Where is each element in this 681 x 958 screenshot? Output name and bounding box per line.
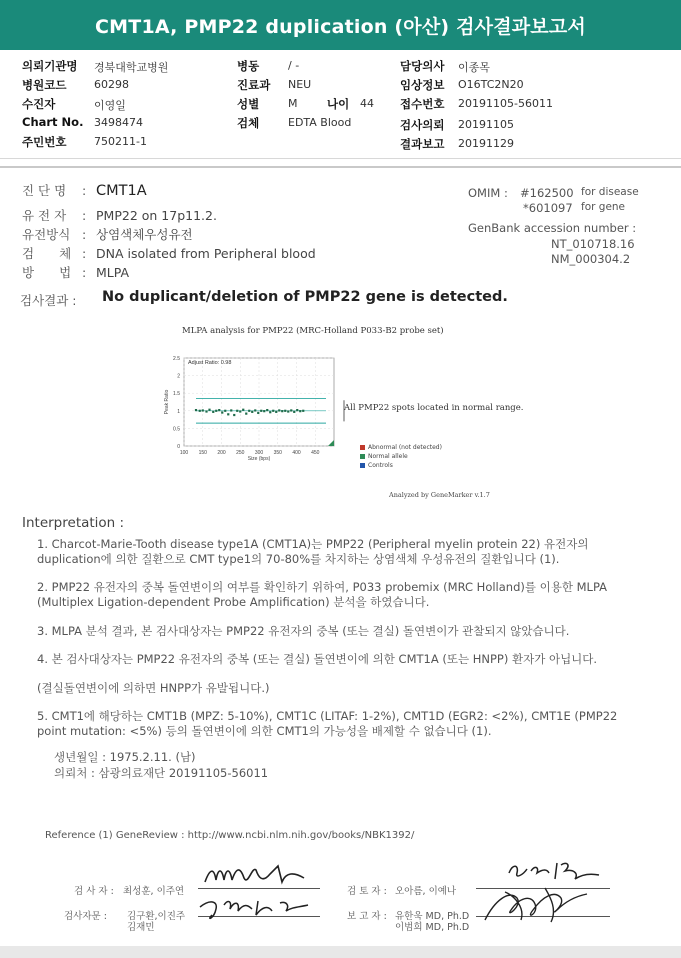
info-value: O16TC2N20: [458, 78, 524, 91]
gene-row: 유 전 자 : PMP22 on 17p11.2.: [22, 208, 217, 223]
figure-note: All PMP22 spots located in normal range.: [344, 403, 524, 413]
specimen-label: 검 체: [22, 246, 72, 261]
omim-disease-note: for disease: [581, 186, 639, 198]
info-value: EDTA Blood: [288, 116, 352, 129]
advisor-names-2: 김재민: [127, 922, 155, 933]
interpretation-p2: 2. PMP22 유전자의 중복 돌연변이의 여부를 확인하기 위하여, P033 probemix (MRC Holland)를 이용한 MLPA (Multiplex Ligation-dependent Probe Amplification) 분석을 하였습니다.: [37, 580, 608, 609]
legend-label: Abnormal (not detected): [368, 444, 442, 451]
info-label: Chart No.: [22, 115, 84, 129]
info-label: 임상정보: [400, 78, 445, 92]
data-point: [202, 409, 204, 411]
reference: Reference (1) GeneReview : http://www.ncbi.nlm.nih.gov/books/NBK1392/: [45, 830, 415, 841]
genbank-acc-2: NM_000304.2: [551, 252, 631, 266]
y-axis-label: Peak Ratio: [164, 389, 170, 415]
info-value: NEU: [288, 78, 312, 91]
y-tick-label: 1: [177, 408, 180, 415]
advisor-names-1: 김구환,이진주: [127, 911, 186, 922]
genbank-label: GenBank accession number :: [468, 221, 637, 235]
omim-disease-id: #162500: [520, 186, 574, 200]
reporter-name-2: 이범희 MD, Ph.D: [395, 922, 470, 933]
info-label: 성별: [237, 97, 260, 111]
data-point: [281, 410, 283, 412]
info-value: 3498474: [94, 116, 143, 129]
data-point: [296, 409, 298, 411]
legend-swatch-green: [360, 454, 365, 459]
x-tick-label: 450: [311, 450, 320, 456]
report-title: CMT1A, PMP22 duplication (아산) 검사결과보고서: [0, 0, 681, 50]
data-point: [269, 411, 271, 413]
data-point: [212, 411, 214, 413]
info-label: 결과보고: [400, 137, 445, 151]
data-point: [266, 409, 268, 411]
y-tick-label: 0: [177, 444, 180, 450]
divider: [0, 166, 681, 168]
x-tick-label: 100: [179, 450, 189, 456]
reviewer-label: 검 토 자 :: [347, 886, 387, 897]
y-tick-label: 2.5: [173, 356, 180, 362]
diagnosis-value: CMT1A: [96, 183, 147, 199]
info-value: 20191105: [458, 118, 514, 131]
data-point: [248, 410, 250, 412]
reporter-name-1: 유한욱 MD, Ph.D: [395, 911, 470, 922]
data-point: [215, 410, 217, 412]
data-point: [263, 410, 265, 412]
requesting-lab: 의뢰처 : 삼광의료재단 20191105-56011: [54, 766, 269, 780]
data-point: [293, 411, 295, 413]
x-tick-label: 150: [198, 450, 207, 456]
interpretation-p1: 1. Charcot-Marie-Tooth disease type1A (CMT1A)는 PMP22 (Peripheral myelin protein 22) 유전자의 duplication에 의한 질환으로 CMT type1의 70-80%를 차지하는 상염색체 우성유전의 질환입니다 (1).: [37, 537, 589, 566]
info-value: 경북대학교병원: [94, 61, 169, 74]
legend-label: Normal allele: [368, 453, 408, 460]
info-label: 병동: [237, 59, 260, 73]
interpretation-p3: 3. MLPA 분석 결과, 본 검사대상자는 PMP22 유전자의 중복 (또는 결실) 돌연변이가 관찰되지 않았습니다.: [37, 624, 570, 638]
divider: [0, 158, 681, 159]
genbank-acc-1: NT_010718.16: [551, 237, 635, 251]
omim-gene-id: *601097: [523, 201, 573, 215]
data-point: [302, 410, 304, 412]
data-point: [257, 412, 259, 414]
inheritance-value: 상염색체우성유전: [96, 227, 193, 242]
data-point: [260, 410, 262, 412]
diagnosis-label: 진 단 명: [22, 183, 67, 198]
info-value: 20191105-56011: [458, 97, 553, 110]
specimen-row: 검 체 : DNA isolated from Peripheral blood: [22, 246, 316, 261]
interpretation-title: Interpretation :: [22, 515, 125, 531]
info-value: 750211-1: [94, 135, 147, 148]
data-point: [221, 411, 223, 413]
data-point: [233, 414, 235, 416]
info-value: M: [288, 97, 298, 110]
method-row: 방 법 : MLPA: [22, 265, 130, 280]
x-tick-label: 400: [292, 450, 301, 456]
x-tick-label: 300: [254, 450, 264, 456]
data-point: [287, 410, 289, 412]
reporter-label: 보 고 자 :: [347, 911, 387, 922]
data-point: [236, 410, 238, 412]
birth-date: 생년월일 : 1975.2.11. (남): [54, 750, 196, 764]
legend-label: Controls: [368, 462, 393, 469]
info-label: 검사의뢰: [400, 118, 445, 132]
tester-signature-icon: [200, 860, 310, 892]
data-point: [218, 409, 220, 411]
x-axis-label: Size (bps): [247, 456, 271, 462]
age-label: 나이: [327, 97, 350, 111]
diagnosis-row: 진 단 명 : CMT1A: [22, 183, 147, 199]
info-value: 이종목: [458, 61, 490, 74]
data-point: [284, 410, 286, 412]
info-value: 이영일: [94, 99, 126, 112]
interpretation-p4-note: (결실돌연변이에 의하면 HNPP가 유발됩니다.): [37, 681, 270, 695]
data-point: [239, 410, 241, 412]
info-label: 검체: [237, 116, 260, 130]
inheritance-label: 유전방식: [22, 227, 71, 242]
data-point: [278, 409, 280, 411]
legend-item: [360, 452, 442, 461]
result-value: No duplicant/deletion of PMP22 gene is detected.: [102, 289, 508, 305]
legend-item: [360, 461, 442, 470]
info-value: 60298: [94, 78, 129, 91]
gene-value: PMP22 on 17p11.2.: [96, 208, 217, 223]
chart-legend: [360, 443, 442, 470]
data-point: [299, 410, 301, 412]
info-label: 접수번호: [400, 97, 445, 111]
omim-gene-note: for gene: [581, 201, 626, 213]
y-tick-label: 2: [177, 373, 180, 380]
legend-item: [360, 443, 442, 452]
tester-names: 최성훈, 이주연: [123, 886, 185, 897]
info-value: 20191129: [458, 137, 514, 150]
y-tick-label: 1.5: [173, 391, 180, 398]
info-label: 수진자: [22, 97, 56, 111]
x-tick-label: 250: [236, 450, 245, 456]
info-label: 진료과: [237, 78, 271, 92]
data-point: [290, 409, 292, 411]
advisor-signature-icon: [196, 893, 316, 925]
figure-credit: Analyzed by GeneMarker v.1.7: [389, 491, 490, 499]
data-point: [205, 410, 207, 412]
info-label: 주민번호: [22, 135, 67, 149]
inheritance-row: 유전방식 : 상염색체우성유전: [22, 227, 193, 242]
data-point: [224, 410, 226, 412]
result-label: 검사결과 :: [20, 293, 77, 308]
interpretation-p5: 5. CMT1에 해당하는 CMT1B (MPZ: 5-10%), CMT1C (LITAF: 1-2%), CMT1D (EGR2: <2%), CMT1E (PMP22 point mutation: <5%) 등의 돌연변이에 의한 CMT1의 가능성을 배제할 수 없습니다 (1).: [37, 709, 618, 738]
age-value: 44: [360, 97, 374, 110]
specimen-value: DNA isolated from Peripheral blood: [96, 246, 316, 261]
reviewer-names: 오아름, 이예나: [395, 886, 457, 897]
info-label: 병원코드: [22, 78, 67, 92]
legend-swatch-red: [360, 445, 365, 450]
data-point: [272, 410, 274, 412]
patient-info-block: [0, 56, 681, 156]
gene-label: 유 전 자: [22, 208, 67, 223]
method-label: 방 법: [22, 265, 72, 280]
info-label: 담당의사: [400, 59, 445, 73]
advisor-label: 검사자문 :: [64, 911, 107, 922]
data-point: [195, 409, 197, 411]
omim-label: OMIM :: [468, 186, 508, 200]
interpretation-p4: 4. 본 검사대상자는 PMP22 유전자의 중복 (또는 결실) 돌연변이에 의한 CMT1A (또는 HNPP) 환자가 아닙니다.: [37, 652, 598, 666]
data-point: [275, 411, 277, 413]
y-tick-label: 0.5: [173, 426, 180, 433]
tester-label: 검 사 자 :: [74, 886, 114, 897]
reporter-signature-icon: [465, 880, 595, 930]
data-point: [251, 411, 253, 413]
x-tick-label: 350: [273, 450, 282, 456]
figure-title: MLPA analysis for PMP22 (MRC-Holland P033-B2 probe set): [182, 326, 444, 336]
data-point: [199, 410, 201, 412]
data-point: [245, 413, 247, 415]
data-point: [227, 413, 229, 415]
legend-swatch-blue: [360, 463, 365, 468]
data-point: [242, 409, 244, 411]
bottom-scroll-strip: [0, 946, 681, 958]
data-point: [230, 409, 232, 411]
method-value: MLPA: [96, 265, 130, 280]
x-tick-label: 200: [217, 450, 226, 456]
info-value: / -: [288, 59, 300, 72]
data-point: [254, 409, 256, 411]
data-point: [208, 409, 210, 411]
info-label: 의뢰기관명: [22, 59, 78, 73]
adjust-ratio-label: Adjust Ratio: 0.98: [188, 360, 232, 366]
mlpa-figure: [140, 320, 540, 500]
